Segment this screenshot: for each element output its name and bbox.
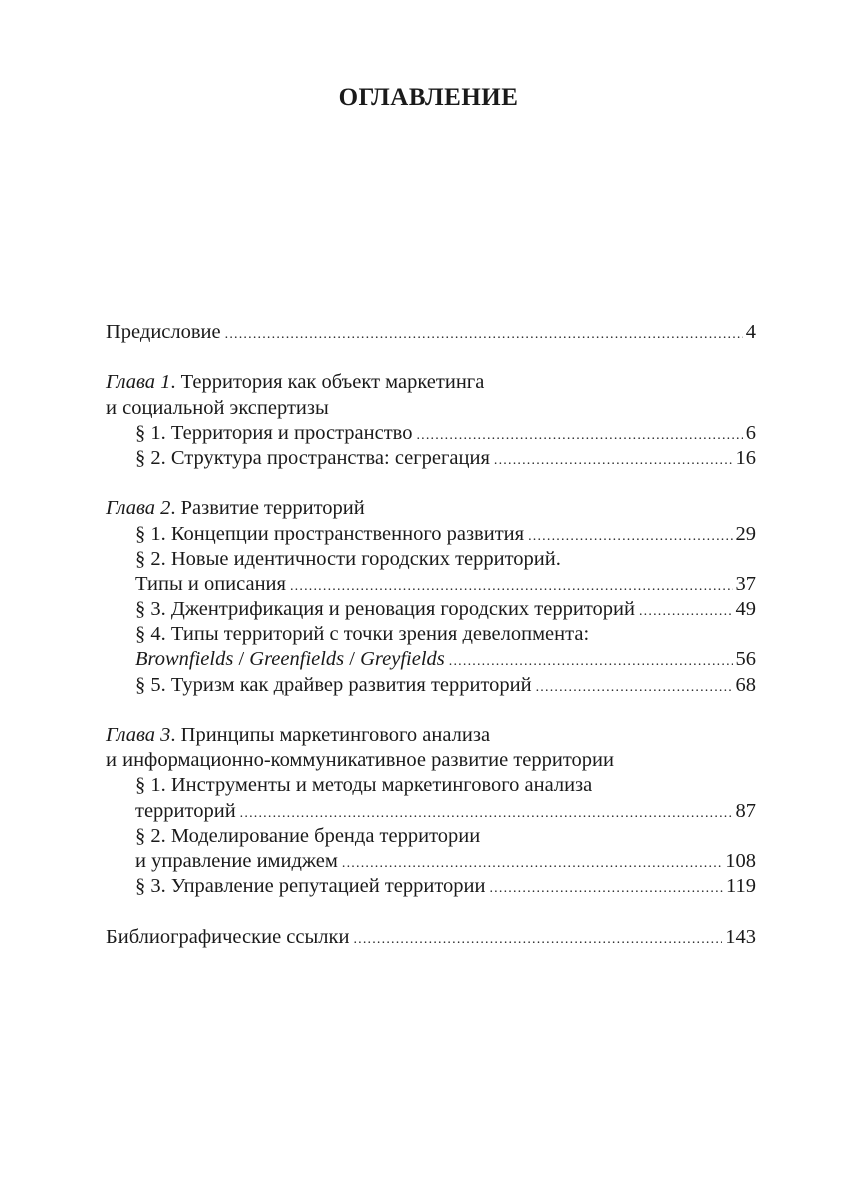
chapter-1-heading-cont xyxy=(106,396,756,421)
toc-entry-preface[interactable] xyxy=(106,320,756,345)
toc-entry-label: § 5. Туризм как драйвер развития территорий xyxy=(135,673,532,696)
toc-page-number: 49 xyxy=(735,598,756,621)
toc-page-number: 4 xyxy=(745,321,756,343)
toc-entry-label-cont: территорий xyxy=(135,799,236,822)
dot-leader xyxy=(536,675,733,700)
toc-entry-label: § 2. Моделирование бренда территории xyxy=(135,824,481,847)
chapter-3-heading[interactable] xyxy=(106,723,756,748)
dot-leader xyxy=(353,927,722,952)
dot-leader xyxy=(639,599,733,624)
toc-entry-ch2-s5[interactable] xyxy=(106,673,756,698)
toc-entry-label: Предисловие xyxy=(106,321,221,343)
chapter-1-title-cont: и социальной экспертизы xyxy=(106,396,329,419)
toc-page-number: 16 xyxy=(735,446,756,469)
dot-leader xyxy=(528,524,732,549)
toc-entry-label-cont: и управление имиджем xyxy=(135,849,338,872)
table-of-contents xyxy=(106,320,756,950)
toc-page-number: 6 xyxy=(745,421,756,444)
term-greyfields: Greyfields xyxy=(360,648,445,671)
toc-entry-label: § 1. Инструменты и методы маркетингового анализа xyxy=(135,774,593,797)
toc-page-number: 29 xyxy=(735,522,756,545)
chapter-2-prefix: Глава 2 xyxy=(106,497,171,520)
toc-entry-ch3-s2[interactable] xyxy=(106,824,756,849)
chapter-3-prefix: Глава 3 xyxy=(106,724,171,746)
toc-entry-ch2-s1[interactable] xyxy=(106,522,756,547)
page-title: ОГЛАВЛЕНИЕ xyxy=(338,84,519,111)
toc-page-number: 108 xyxy=(725,849,756,872)
toc-entry-ch3-s1-cont[interactable] xyxy=(106,799,756,824)
toc-entry-ch2-s2-cont[interactable] xyxy=(106,572,756,597)
toc-entry-label: § 3. Управление репутацией территории xyxy=(135,875,486,898)
toc-entry-label: § 2. Новые идентичности городских территорий. xyxy=(135,547,561,570)
term-greenfields: Greenfields xyxy=(249,648,345,671)
chapter-2-heading[interactable] xyxy=(106,496,756,521)
chapter-3-title-cont: и информационно-коммуникативное развитие территории xyxy=(106,749,614,772)
toc-entry-ch3-s1[interactable] xyxy=(106,773,756,798)
toc-page-number: 119 xyxy=(726,875,756,898)
toc-page-number: 37 xyxy=(735,572,756,595)
chapter-1-heading[interactable] xyxy=(106,370,756,395)
chapter-3-title: . Принципы маркетингового анализа xyxy=(170,724,491,746)
toc-entry-ch2-s3[interactable] xyxy=(106,597,756,622)
toc-entry-bibliography[interactable] xyxy=(106,925,756,950)
chapter-3-heading-cont xyxy=(106,748,756,773)
chapter-2-title: . Развитие территорий xyxy=(170,497,365,520)
toc-entry-label: § 3. Джентрификация и реновация городских территорий xyxy=(135,598,635,621)
dot-leader xyxy=(489,876,723,901)
dot-leader xyxy=(240,801,733,826)
dot-leader xyxy=(416,423,742,448)
toc-entry-ch2-s4-cont[interactable]: Brownfields / Greenfields / Greyfields ..... 56 xyxy=(106,647,756,672)
dot-leader xyxy=(449,649,733,674)
toc-entry-label: § 4. Типы территорий с точки зрения девелопмента: xyxy=(135,623,590,646)
toc-entry-ch1-s1[interactable] xyxy=(106,421,756,446)
toc-entry-label: § 2. Структура пространства: сегрегация xyxy=(135,446,490,469)
dot-leader xyxy=(342,851,722,876)
chapter-1-prefix: Глава 1 xyxy=(106,371,171,394)
toc-page-number: 56 xyxy=(735,648,756,671)
toc-entry-ch3-s3[interactable] xyxy=(106,874,756,899)
toc-entry-ch3-s2-cont[interactable] xyxy=(106,849,756,874)
toc-entry-label-cont: Типы и описания xyxy=(135,572,286,595)
dot-leader xyxy=(225,322,743,347)
toc-entry-ch1-s2[interactable] xyxy=(106,446,756,471)
chapter-1-title: . Территория как объект маркетинга xyxy=(170,371,485,394)
toc-entry-label: § 1. Концепции пространственного развития xyxy=(135,522,525,545)
toc-page-number: 143 xyxy=(725,925,756,948)
toc-entry-ch2-s2[interactable] xyxy=(106,547,756,572)
toc-entry-label: Библиографические ссылки xyxy=(106,925,350,948)
toc-page-number: 68 xyxy=(735,673,756,696)
toc-entry-ch2-s4[interactable] xyxy=(106,622,756,647)
toc-page-number: 87 xyxy=(735,799,756,822)
toc-entry-label: § 1. Территория и пространство xyxy=(135,421,413,444)
dot-leader xyxy=(494,448,733,473)
dot-leader xyxy=(290,574,733,599)
term-brownfields: Brownfields xyxy=(135,648,234,671)
